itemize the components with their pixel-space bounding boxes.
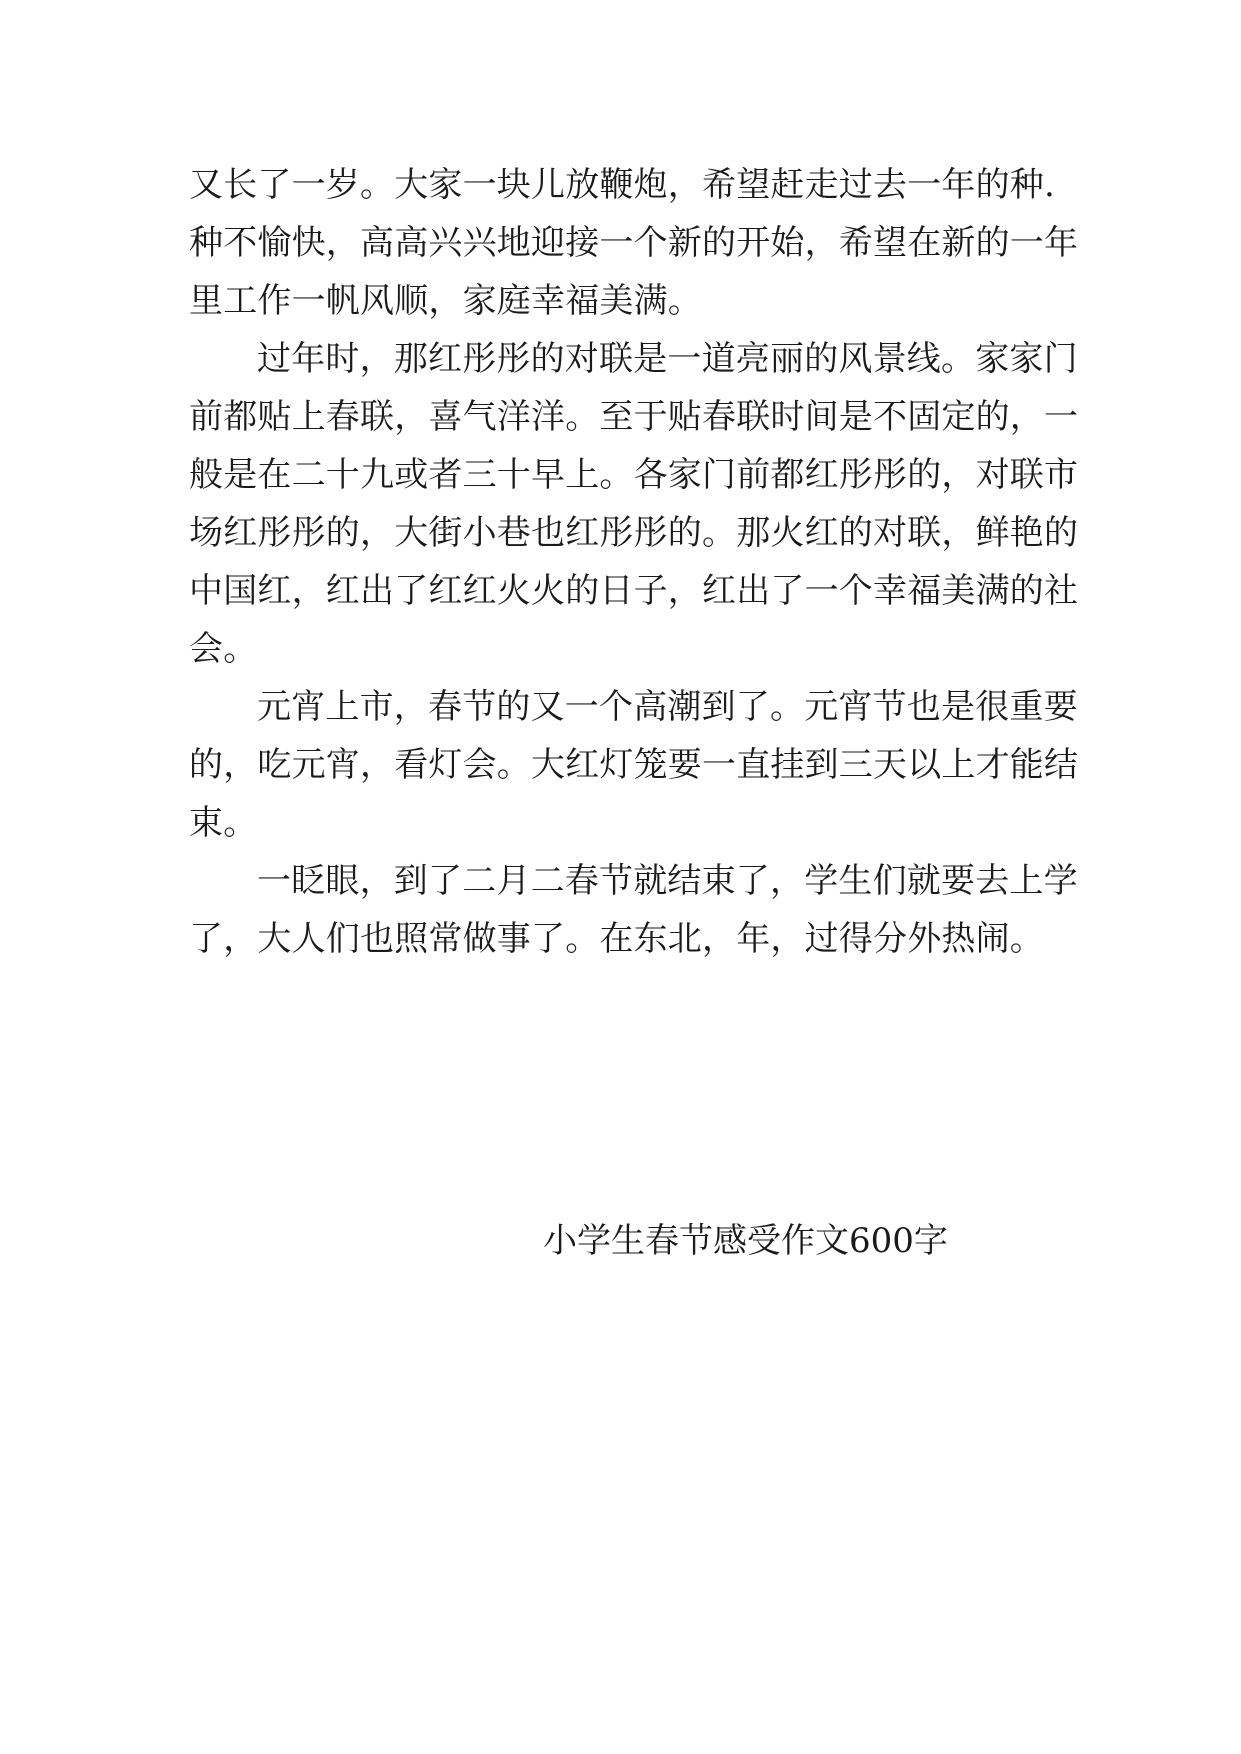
text-line: 里工作一帆风顺，家庭幸福美满。 [189, 281, 702, 321]
text-line: 会。 [189, 629, 258, 669]
footer-title: 小学生春节感受作文600字 [543, 1221, 948, 1261]
text-line: 的，吃元宵，看灯会。大红灯笼要一直挂到三天以上才能结 [189, 745, 1079, 785]
text-line: 中国红，红出了红红火火的日子，红出了一个幸福美满的社 [189, 571, 1079, 611]
text-line: 元宵上市，春节的又一个高潮到了。元宵节也是很重要 [257, 687, 1078, 727]
text-line: 前都贴上春联，喜气洋洋。至于贴春联时间是不固定的，一 [189, 397, 1079, 437]
text-line: 又长了一岁。大家一块儿放鞭炮，希望赶走过去一年的种. [189, 165, 1056, 205]
text-line: 过年时，那红彤彤的对联是一道亮丽的风景线。家家门 [257, 339, 1078, 379]
essay-body [189, 156, 1079, 968]
text-line: 场红彤彤的，大街小巷也红彤彤的。那火红的对联，鲜艳的 [189, 513, 1079, 553]
text-line: 了，大人们也照常做事了。在东北，年，过得分外热闹。 [189, 919, 1044, 959]
text-line: 束。 [189, 803, 258, 843]
text-line: 一眨眼，到了二月二春节就结束了，学生们就要去上学 [257, 861, 1078, 901]
text-line: 种不愉快，高高兴兴地迎接一个新的开始，希望在新的一年 [189, 223, 1079, 263]
text-line: 般是在二十九或者三十早上。各家门前都红彤彤的，对联市 [189, 455, 1079, 495]
